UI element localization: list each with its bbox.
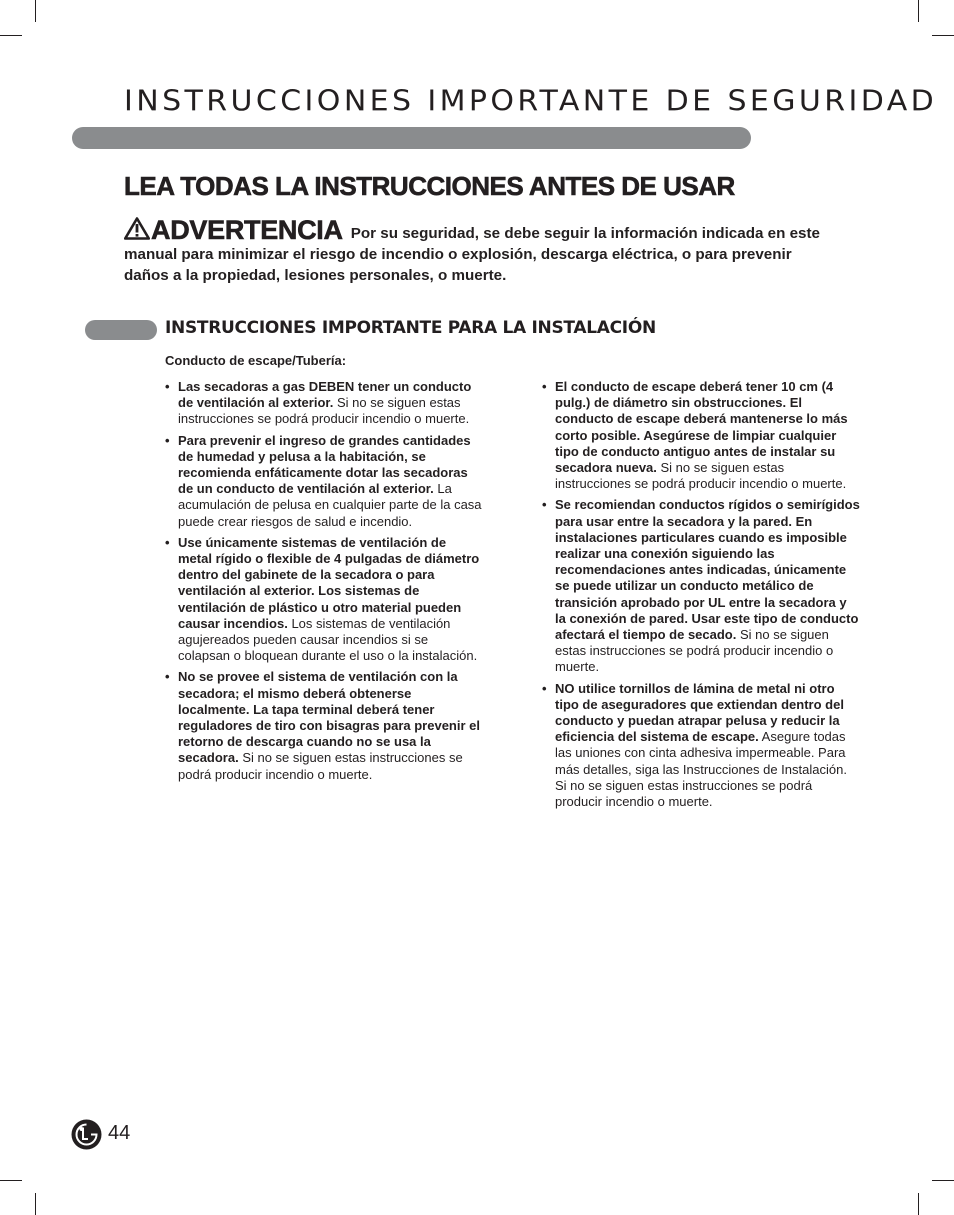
crop-mark <box>35 1193 36 1215</box>
sub-label: Conducto de escape/Tubería: <box>165 353 347 368</box>
list-item-text: Si no se siguen estas instrucciones se podrá producir incendio o muerte. <box>178 750 463 782</box>
section-title: INSTRUCCIONES IMPORTANTE PARA LA INSTALACIÓN <box>165 318 656 338</box>
read-all-instructions-heading: LEA TODAS LA INSTRUCCIONES ANTES DE USAR <box>124 171 735 201</box>
crop-mark <box>0 35 22 36</box>
warning-label: ADVERTENCIA <box>151 215 343 245</box>
page-number: 44 <box>108 1122 131 1144</box>
list-item-text: Los sistemas de ventilación agujereados pueden causar incendios si se colapsan o bloquean durante el uso o la instalación. <box>178 615 478 664</box>
left-column <box>165 379 483 788</box>
list-item <box>542 681 860 811</box>
list-item-text: Asegure todas las uniones con cinta adhesiva impermeable. Para más detalles, siga las Instrucciones de Instalación. Si no se siguen estas instrucciones se podrá producir incendio o muerte. <box>555 729 847 810</box>
crop-mark <box>35 0 36 22</box>
list-item-bold-text: Use únicamente sistemas de ventilación de metal rígido o flexible de 4 pulgadas de diámetro dentro del gabinete de la secadora o para ventilación al exterior. Los sistemas de ventilación de plástico u otro material pueden causar incendios. <box>178 534 480 631</box>
list-item <box>542 497 860 675</box>
section-marker-pill <box>85 320 157 340</box>
warning-text: Por su seguridad, se debe seguir la información indicada en este manual para minimizar el riesgo de incendio o explosión, descarga eléctrica, o para prevenir daños a la propiedad, lesiones personales, o muerte. <box>124 225 820 284</box>
list-item-bold-text: El conducto de escape deberá tener 10 cm (4 pulg.) de diámetro sin obstrucciones. El conducto de escape deberá mantenerse lo más corto posible. Asegúrese de limpiar cualquier tipo de conducto antiguo antes de instalar su secadora nueva. <box>555 379 848 476</box>
list-item-bold-text: No se provee el sistema de ventilación con la secadora; el mismo deberá obtenerse localmente. La tapa terminal deberá tener reguladores de tiro con bisagras para prevenir el retorno de descarga cuando no se usa la secadora. <box>178 669 480 766</box>
list-item <box>165 669 483 782</box>
crop-mark <box>932 35 954 36</box>
crop-mark <box>932 1180 954 1181</box>
list-item <box>165 379 483 428</box>
list-item-bold-text: Para prevenir el ingreso de grandes cantidades de humedad y pelusa a la habitación, se recomienda enfáticamente dotar las secadoras de un conducto de ventilación al exterior. <box>178 432 471 497</box>
list-item <box>542 379 860 492</box>
list-item-text: Si no se siguen estas instrucciones se podrá producir incendio o muerte. <box>178 395 470 427</box>
right-column <box>542 379 860 815</box>
list-item-bold-text: Se recomiendan conductos rígidos o semirígidos para usar entre la secadora y la pared. En instalaciones particulares cuando es imposible realizar una conexión siguiendo las recomendaciones antes indicadas, únicamente se puede utilizar un conducto metálico de transición aprobado por UL entre la secadora y la conexión de pared. Usar este tipo de conducto afectará el tiempo de secado. <box>555 497 860 643</box>
warning-block <box>124 217 824 286</box>
list-item-text: La acumulación de pelusa en cualquier parte de la casa puede crear riesgos de salud e incendio. <box>178 481 482 529</box>
lg-logo-icon <box>71 1119 102 1150</box>
crop-mark <box>0 1180 22 1181</box>
list-item <box>165 535 483 665</box>
list-item-bold-text: Las secadoras a gas DEBEN tener un conducto de ventilación al exterior. <box>178 379 472 411</box>
list-item-text: Si no se siguen estas instrucciones se podrá producir incendio o muerte. <box>555 627 834 675</box>
list-item-text: Si no se siguen estas instrucciones se podrá producir incendio o muerte. <box>555 460 847 492</box>
crop-mark <box>918 0 919 22</box>
crop-mark <box>918 1193 919 1215</box>
warning-triangle-icon <box>124 217 150 240</box>
page-title: INSTRUCCIONES IMPORTANTE DE SEGURIDAD <box>124 84 938 119</box>
list-item <box>165 433 483 530</box>
list-item-bold-text: NO utilice tornillos de lámina de metal ni otro tipo de aseguradores que extiendan dentro del conducto y puedan atrapar pelusa y reducir la eficiencia del sistema de escape. <box>555 680 844 745</box>
title-underline-bar <box>72 127 751 149</box>
